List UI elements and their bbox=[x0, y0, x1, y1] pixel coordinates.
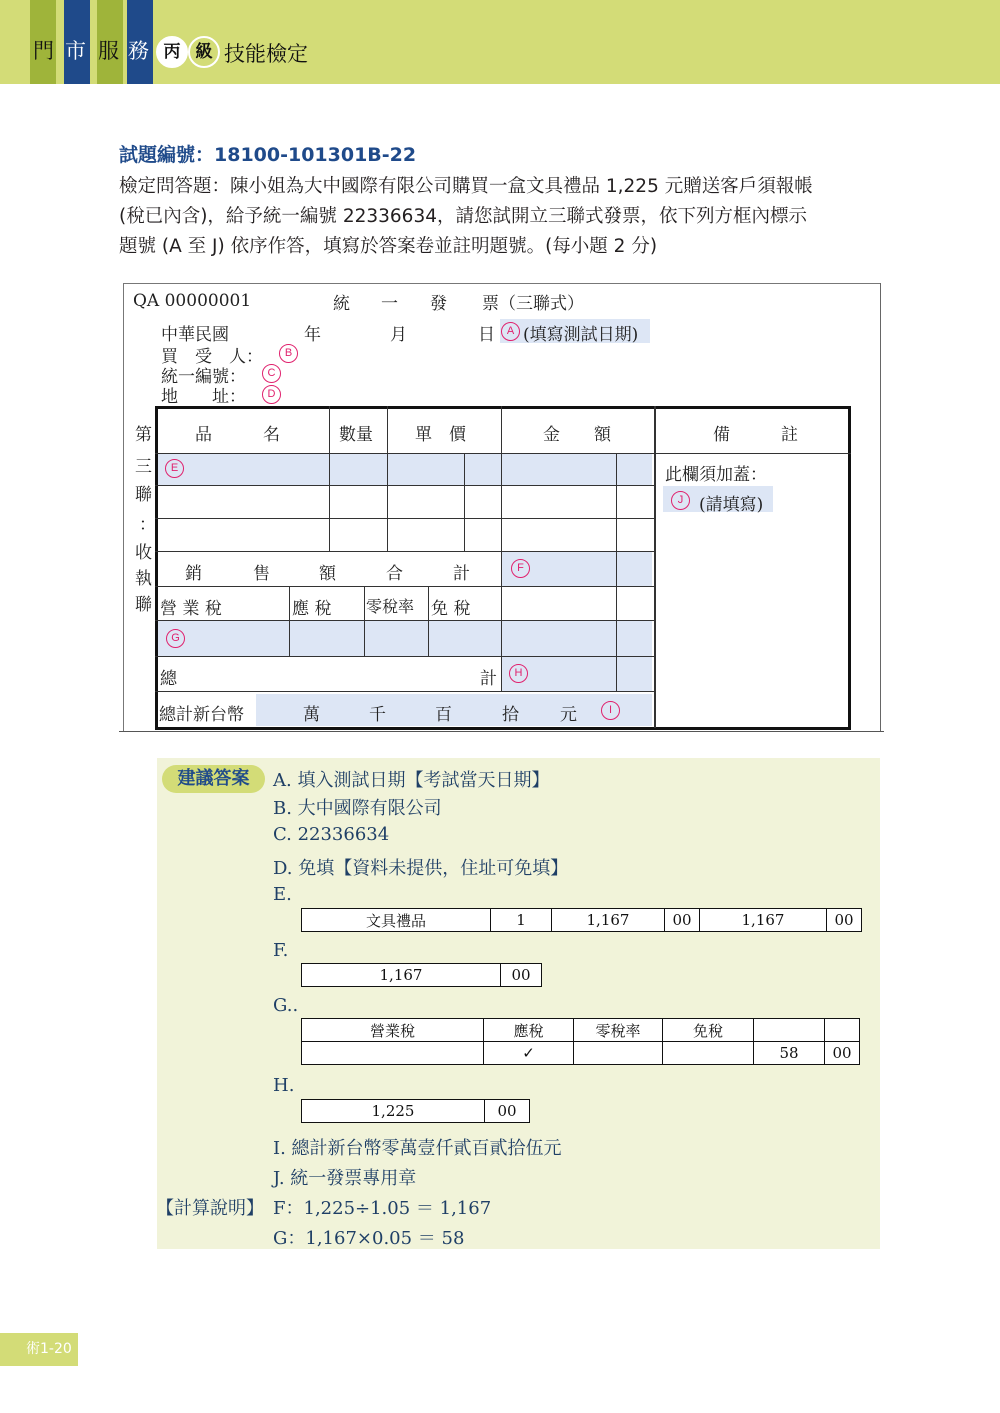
answer-d: D. 免填【資料未提供，住址可免填】 bbox=[273, 858, 569, 879]
cell bbox=[302, 1042, 484, 1065]
answer-f-table bbox=[301, 963, 542, 987]
cell: 00 bbox=[485, 1100, 530, 1123]
cell bbox=[825, 1019, 860, 1042]
question-line: 檢定問答題：陳小姐為大中國際有限公司購買一盒文具禮品 1,225 元贈送客戶須報帳 bbox=[119, 176, 813, 197]
marker-a: A bbox=[501, 322, 520, 341]
cell: 00 bbox=[501, 964, 542, 987]
grid-line bbox=[155, 656, 655, 657]
marker-b: B bbox=[279, 344, 298, 363]
marker-j: J bbox=[671, 491, 690, 510]
cell: 1,167 bbox=[700, 909, 827, 932]
cell: 零稅率 bbox=[574, 1019, 663, 1042]
side-label-char: 聯 bbox=[135, 595, 152, 615]
header-char: 市 bbox=[65, 39, 86, 63]
tax-type: 零稅率 bbox=[366, 597, 415, 616]
col-header-price: 單 價 bbox=[415, 425, 466, 445]
col-header-item: 品 名 bbox=[195, 425, 280, 445]
cell: 應稅 bbox=[484, 1019, 574, 1042]
grid-line bbox=[329, 406, 330, 551]
sales-total-char: 售 bbox=[253, 564, 270, 584]
table-row bbox=[302, 1042, 860, 1065]
cell: 文具禮品 bbox=[302, 909, 491, 932]
row-g-highlight bbox=[158, 621, 652, 656]
sales-total-char: 合 bbox=[386, 564, 403, 584]
grid-line bbox=[155, 586, 655, 587]
row-e-highlight bbox=[330, 454, 652, 485]
cell: 1,225 bbox=[302, 1100, 485, 1123]
header-title: 技能檢定 bbox=[224, 42, 308, 66]
grid-line bbox=[155, 551, 655, 552]
grid-line bbox=[501, 406, 502, 692]
question-line: (稅已內含)，給予統一編號 22336634，請您試開立三聯式發票，依下列方框內標示 bbox=[119, 206, 807, 227]
date-label: 年 bbox=[304, 325, 321, 345]
date-label: 中華民國 bbox=[161, 325, 229, 345]
marker-g: G bbox=[166, 629, 185, 648]
header-band bbox=[0, 0, 1000, 84]
sales-total-char: 銷 bbox=[185, 564, 202, 584]
answer-e-label: E. bbox=[273, 884, 292, 905]
answer-tag: 建議答案 bbox=[162, 765, 265, 793]
grid-line bbox=[616, 453, 617, 692]
question-line: 題號 (A 至 J) 依序作答，填寫於答案卷並註明題號。(每小題 2 分) bbox=[119, 236, 658, 257]
table-row bbox=[302, 1019, 860, 1042]
invoice-title-char: 票（三聯式） bbox=[482, 294, 584, 314]
date-label: 日 bbox=[478, 325, 495, 345]
marker-h: H bbox=[509, 664, 528, 683]
sales-total-char: 額 bbox=[319, 564, 336, 584]
ntd-unit: 千 bbox=[369, 705, 386, 725]
calc-label: 【計算說明】 bbox=[156, 1198, 264, 1219]
cell: 免稅 bbox=[663, 1019, 754, 1042]
ntd-label: 總計新台幣 bbox=[159, 705, 244, 725]
grid-line bbox=[428, 586, 429, 656]
col-header-amount: 金 額 bbox=[543, 425, 611, 445]
grid-line bbox=[654, 406, 656, 728]
header-char-circle: 丙 bbox=[156, 36, 188, 68]
table-row bbox=[302, 964, 542, 987]
invoice-number: QA 00000001 bbox=[133, 291, 252, 311]
date-note: (填寫測試日期) bbox=[523, 325, 639, 345]
invoice-title-char: 一 bbox=[381, 294, 398, 314]
invoice-title-char: 發 bbox=[430, 294, 447, 314]
side-label-char: 聯 bbox=[135, 485, 152, 505]
grid-line bbox=[155, 453, 851, 454]
tax-type: 免 稅 bbox=[431, 599, 471, 619]
invoice-title-char: 統 bbox=[333, 294, 350, 314]
table-row bbox=[302, 909, 862, 932]
grand-total-char: 總 bbox=[160, 669, 177, 689]
taxid-label: 統一編號： bbox=[161, 367, 246, 387]
cell: 00 bbox=[825, 1042, 860, 1065]
grand-total-char: 計 bbox=[480, 669, 497, 689]
buyer-label: 買 受 人： bbox=[161, 347, 263, 367]
grid-line bbox=[155, 620, 655, 621]
cell bbox=[754, 1019, 825, 1042]
ntd-unit: 元 bbox=[560, 705, 577, 725]
answer-j: J. 統一發票專用章 bbox=[273, 1168, 417, 1189]
col-header-remark: 備 註 bbox=[713, 425, 798, 445]
grid-line bbox=[155, 691, 655, 692]
ntd-unit: 萬 bbox=[303, 705, 320, 725]
header-char: 門 bbox=[33, 39, 54, 63]
marker-c: C bbox=[262, 364, 281, 383]
cell: 58 bbox=[754, 1042, 825, 1065]
cell: 00 bbox=[827, 909, 862, 932]
answer-h-table bbox=[301, 1099, 530, 1123]
cell: 00 bbox=[665, 909, 700, 932]
marker-f: F bbox=[511, 559, 530, 578]
answer-a: A. 填入測試日期【考試當天日期】 bbox=[273, 770, 550, 791]
tax-type: 應 稅 bbox=[292, 599, 332, 619]
invoice-frame-bottom bbox=[119, 731, 884, 732]
cell bbox=[574, 1042, 663, 1065]
calc-line: G：1,167×0.05 ＝ 58 bbox=[273, 1228, 465, 1249]
cell: 營業稅 bbox=[302, 1019, 484, 1042]
grid-line bbox=[155, 518, 655, 519]
side-label-char: 三 bbox=[135, 457, 152, 477]
cell bbox=[663, 1042, 754, 1065]
answer-e-table bbox=[301, 908, 862, 932]
side-label-char: 收 bbox=[135, 543, 152, 563]
grid-line bbox=[464, 453, 465, 551]
answer-c: C. 22336634 bbox=[273, 824, 390, 845]
sales-total-char: 計 bbox=[453, 564, 470, 584]
cell: 1,167 bbox=[552, 909, 665, 932]
cell: 1,167 bbox=[302, 964, 501, 987]
ntd-unit: 拾 bbox=[502, 705, 519, 725]
col-header-qty: 數量 bbox=[339, 425, 373, 445]
answer-box bbox=[157, 758, 880, 1249]
page-number: 術1-20 bbox=[0, 1333, 78, 1366]
date-label: 月 bbox=[390, 325, 407, 345]
answer-b: B. 大中國際有限公司 bbox=[273, 798, 442, 819]
answer-g-table bbox=[301, 1018, 860, 1065]
grid-line bbox=[364, 586, 365, 656]
answer-i: I. 總計新台幣零萬壹仟貳百貳拾伍元 bbox=[273, 1138, 562, 1159]
answer-g-label: G.. bbox=[273, 995, 299, 1016]
cell: 1 bbox=[491, 909, 552, 932]
marker-i: I bbox=[601, 701, 620, 720]
remark-text: 此欄須加蓋： bbox=[665, 465, 767, 485]
answer-h-label: H. bbox=[273, 1075, 295, 1096]
header-char-circle: 級 bbox=[188, 36, 220, 68]
ntd-unit: 百 bbox=[435, 705, 452, 725]
grid-line bbox=[387, 406, 388, 551]
header-char: 務 bbox=[128, 39, 149, 63]
side-label-char: ： bbox=[139, 515, 156, 535]
side-label-char: 第 bbox=[135, 425, 152, 445]
question-number: 試題編號：18100-101301B-22 bbox=[119, 144, 417, 166]
side-label-char: 執 bbox=[135, 569, 152, 589]
grid-line bbox=[155, 485, 655, 486]
marker-d: D bbox=[262, 385, 281, 404]
grid-line bbox=[289, 586, 290, 656]
answer-f-label: F. bbox=[273, 940, 289, 961]
marker-e: E bbox=[165, 459, 184, 478]
table-row bbox=[302, 1100, 530, 1123]
remark-note: (請填寫) bbox=[699, 495, 764, 515]
checkmark-icon: ✓ bbox=[484, 1042, 574, 1065]
header-char: 服 bbox=[98, 39, 119, 63]
tax-label: 營 業 稅 bbox=[160, 599, 222, 619]
calc-line: F：1,225÷1.05 ＝ 1,167 bbox=[273, 1198, 492, 1219]
address-label: 地 址： bbox=[161, 387, 246, 407]
